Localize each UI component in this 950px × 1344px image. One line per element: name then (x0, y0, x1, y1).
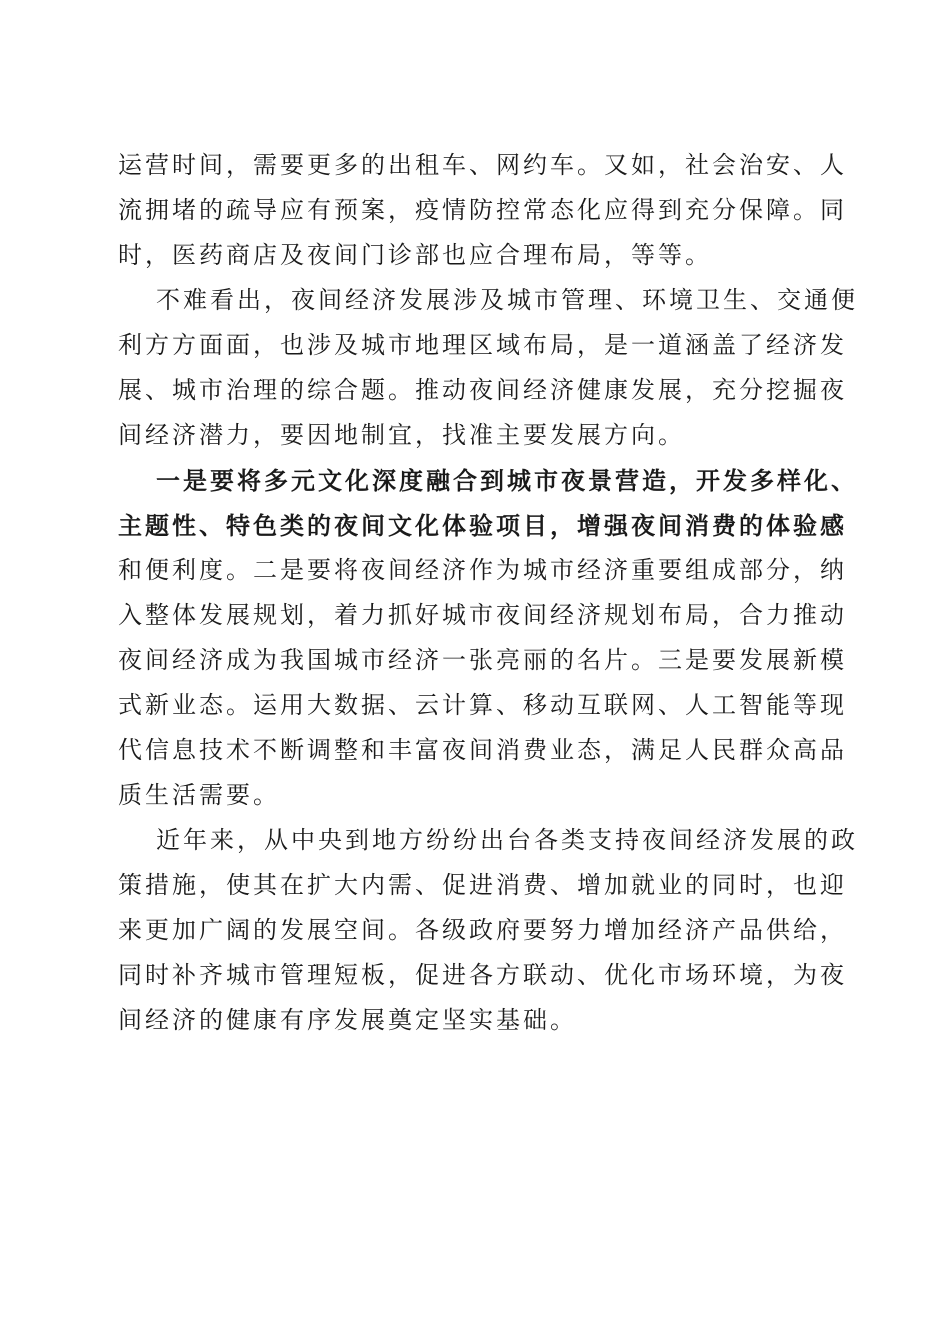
text-line: 策措施，使其在扩大内需、促进消费、增加就业的同时，也迎 (118, 871, 847, 899)
paragraph-development-directions (118, 458, 858, 818)
text-line: 近年来，从中央到地方纷纷出台各类支持夜间经济发展的政 (156, 826, 858, 854)
text-line: 间经济潜力，要因地制宜，找准主要发展方向。 (118, 421, 685, 449)
text-line: 间经济的健康有序发展奠定坚实基础。 (118, 1006, 577, 1034)
text-line: 来更加广阔的发展空间。各级政府要努力增加经济产品供给， (118, 916, 847, 944)
paragraph-night-economy-scope (118, 278, 858, 458)
text-line: 夜间经济成为我国城市经济一张亮丽的名片。三是要发展新模 (118, 646, 847, 674)
text-line: 同时补齐城市管理短板，促进各方联动、优化市场环境，为夜 (118, 961, 847, 989)
text-line: 不难看出，夜间经济发展涉及城市管理、环境卫生、交通便 (156, 286, 858, 314)
text-line: 主题性、特色类的夜间文化体验项目，增强夜间消费的体验感 (118, 511, 847, 540)
text-line: 展、城市治理的综合题。推动夜间经济健康发展，充分挖掘夜 (118, 376, 847, 404)
text-line: 质生活需要。 (118, 781, 280, 809)
document-body (118, 143, 858, 1043)
text-line: 式新业态。运用大数据、云计算、移动互联网、人工智能等现 (118, 691, 847, 719)
text-line: 入整体发展规划，着力抓好城市夜间经济规划布局，合力推动 (118, 601, 847, 629)
paragraph-policy-support (118, 818, 858, 1043)
paragraph-continuation (118, 143, 847, 278)
text-line: 和便利度。二是要将夜间经济作为城市经济重要组成部分，纳 (118, 556, 847, 584)
text-line: 流拥堵的疏导应有预案，疫情防控常态化应得到充分保障。同 (118, 196, 847, 224)
text-line: 一是要将多元文化深度融合到城市夜景营造，开发多样化、 (156, 466, 858, 495)
text-line: 代信息技术不断调整和丰富夜间消费业态，满足人民群众高品 (118, 736, 847, 764)
text-line: 时，医药商店及夜间门诊部也应合理布局，等等。 (118, 241, 712, 269)
text-line: 利方方面面，也涉及城市地理区域布局，是一道涵盖了经济发 (118, 331, 847, 359)
text-line: 运营时间，需要更多的出租车、网约车。又如，社会治安、人 (118, 151, 847, 179)
